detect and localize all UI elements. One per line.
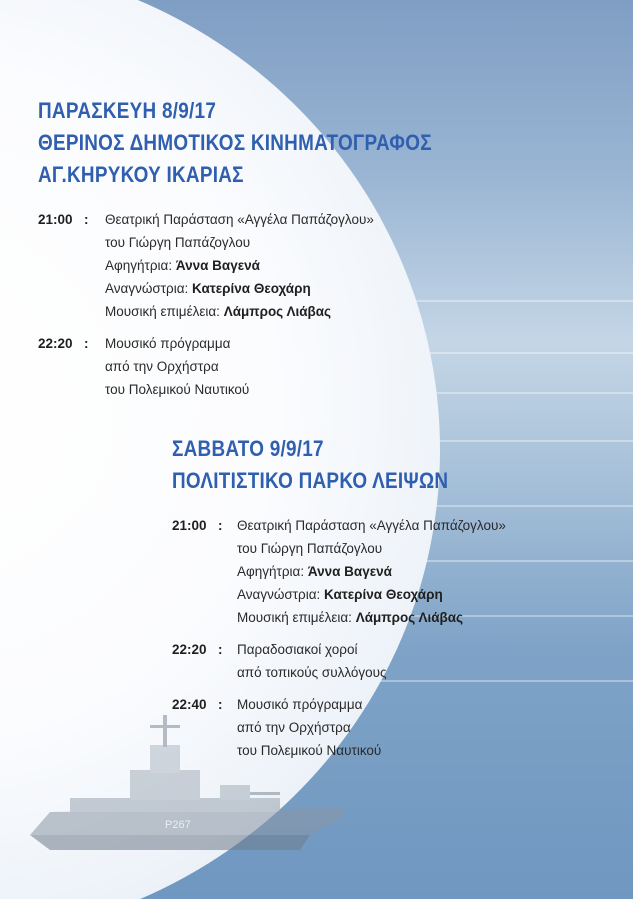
event1-heading-location: ΑΓ.ΚΗΡΥΚΟΥ ΙΚΑΡΙΑΣ [38,162,244,187]
event2-item3-line3: του Πολεμικού Ναυτικού [237,743,382,758]
narrator-name: Άννα Βαγενά [307,564,392,579]
event2-item3-line1: Μουσικό πρόγραμμα [237,697,363,712]
narrator-name: Άννα Βαγενά [175,258,260,273]
event2-item1-line2: του Γιώργη Παπάζογλου [237,541,383,556]
event2-item1-time: 21:00 [172,518,207,533]
event1-item1-line2: του Γιώργη Παπάζογλου [105,235,251,250]
event2-item2-line2: από τοπικούς συλλόγους [237,665,387,680]
event1-item2-time: 22:20 [38,336,73,351]
music-director-name: Λάμπρος Λιάβας [223,304,332,319]
event2-item1-line4: Αναγνώστρια: Κατερίνα Θεοχάρη [237,587,443,602]
event1-item1-time: 21:00 [38,212,73,227]
event1-item1-line3: Αφηγήτρια: Άννα Βαγενά [105,258,260,273]
event1-item1-line4: Αναγνώστρια: Κατερίνα Θεοχάρη [105,281,311,296]
event2-item3-line2: από την Ορχήστρα [237,720,351,735]
event1-item2-line3: του Πολεμικού Ναυτικού [105,382,250,397]
poster-background: P267 ΠΑΡΑΣΚΕΥΗ 8/9/17 ΘΕΡΙΝΟΣ ΔΗΜΟΤΙΚΟΣ ΚΙΝΗΜΑΤΟΓΡΑΦΟΣ ΑΓ.ΚΗΡΥΚΟΥ ΙΚΑΡΙΑΣ 21:00 : Θεατρική Παράσταση «Αγγέλα Παπάζογλου» του Γιώργη Παπάζογλου Αφηγήτρια: Άννα Βαγενά Αναγνώστρια: Κατερίνα Θεοχάρη Μουσική επιμέλεια: Λάμπρος Λιάβας 22:20 : Μουσικό πρόγραμμα από την Ορχήστρα του Πολεμικού Ναυτικού ΣΑΒΒΑΤΟ 9/9/17 ΠΟΛΙΤΙΣΤΙΚΟ ΠΑΡΚΟ ΛΕΙΨΩΝ 21:00 : Θεατρική Παράσταση «Αγγέλα Παπάζογλου» του Γιώργη Παπάζογλου Αφηγήτρια: Άννα Βαγενά Αναγνώστρια: Κατερίνα Θεοχάρη Μουσική επιμέλεια: Λάμπρος Λιάβας 22:20 : Παραδοσιακοί χοροί από τοπικούς συλλόγους 22:40 : Μουσικό πρόγραμμα από την Ορχήστρα του Πολεμικού Ναυτικού [0,0,633,899]
event1-heading-day: ΠΑΡΑΣΚΕΥΗ 8/9/17 [38,98,217,123]
event1-item2-line1: Μουσικό πρόγραμμα [105,336,231,351]
reader-name: Κατερίνα Θεοχάρη [324,587,443,602]
event2-item2-time: 22:20 [172,642,207,657]
event2-item1-line1: Θεατρική Παράσταση «Αγγέλα Παπάζογλου» [237,518,506,533]
event2-item1-line3: Αφηγήτρια: Άννα Βαγενά [237,564,392,579]
event1-item1-line1: Θεατρική Παράσταση «Αγγέλα Παπάζογλου» [105,212,374,227]
event1-item1-line5: Μουσική επιμέλεια: Λάμπρος Λιάβας [105,304,332,319]
event2-heading-venue: ΠΟΛΙΤΙΣΤΙΚΟ ΠΑΡΚΟ ΛΕΙΨΩΝ [172,468,449,493]
event2-item2-line1: Παραδοσιακοί χοροί [237,642,358,657]
reader-name: Κατερίνα Θεοχάρη [192,281,311,296]
event1-heading-venue: ΘΕΡΙΝΟΣ ΔΗΜΟΤΙΚΟΣ ΚΙΝΗΜΑΤΟΓΡΑΦΟΣ [38,130,432,155]
event2-item1-line5: Μουσική επιμέλεια: Λάμπρος Λιάβας [237,610,464,625]
ship-hull-number: P267 [165,819,191,831]
event2-item3-time: 22:40 [172,697,207,712]
event2-heading-day: ΣΑΒΒΑΤΟ 9/9/17 [172,436,324,461]
music-director-name: Λάμπρος Λιάβας [355,610,464,625]
event1-item2-line2: από την Ορχήστρα [105,359,219,374]
